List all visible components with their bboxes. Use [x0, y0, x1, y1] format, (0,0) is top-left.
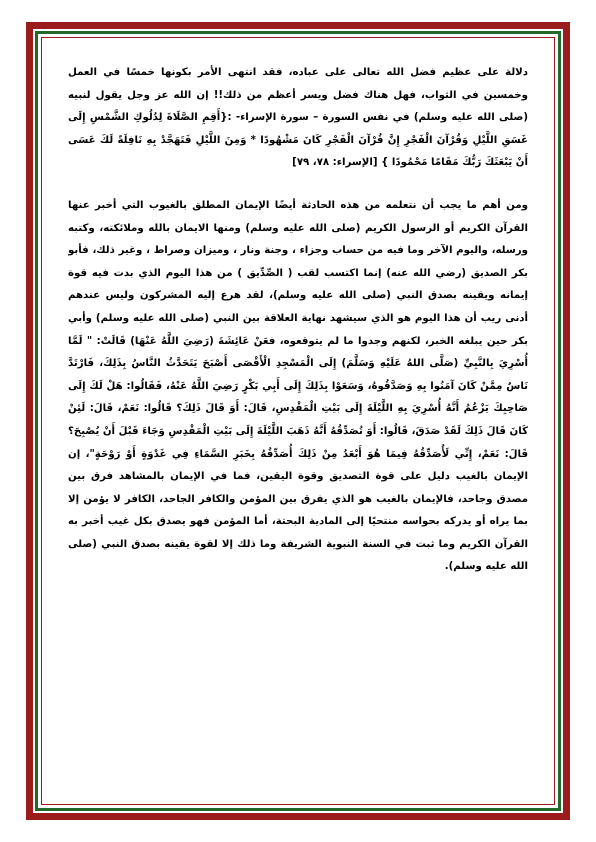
- paragraph-1: دلالة على عظيم فضل الله تعالى على عباده، فقد انتهى الأمر بكونها خمسًا في العمل وخمسين في الثواب، فهل هناك فضل ويسر أعظم من ذلك!! إن الله عز وجل يقول لنبيه (صلى الله عليه وسلم) في نفس السورة – سورة الإسراء- :{أَقِمِ الصَّلَاةَ لِدُلُوكِ الشَّمْسِ إِلَى غَسَقِ اللَّيْلِ وَقُرْآنَ الْفَجْرِ إِنَّ قُرْآنَ الْفَجْرِ كَانَ مَشْهُودًا * وَمِنَ اللَّيْلِ فَتَهَجَّدْ بِهِ نَافِلَةً لَكَ عَسَى أَنْ يَبْعَثَكَ رَبُّكَ مَقَامًا مَحْمُودًا } [الإسراء: ٧٨، ٧٩]: [68, 67, 528, 169]
- paragraph-2: ومن أهم ما يجب أن نتعلمه من هذه الحادثة أيضًا الإيمان المطلق بالغيوب التي أخبر عنها القرآن الكريم أو الرسول الكريم (صلى الله عليه وسلم) ومنها الايمان بالله وملائكته، وكتبه ورسله، واليوم الآخر وما فيه من حساب وجزاء ، وجنة ونار ، وميزان وصراط ، وغير ذلك، فأبو بكر الصديق (رضي الله عنه) إنما اكتسب لقب ( الصِّدِّيق ) من هذا اليوم الذي بدت فيه قوة إيمانه ويقينه بصدق النبي (صلى الله عليه وسلم)، لقد هرع إليه المشركون وليس عندهم أدنى ريب أن هذا اليوم هو الذي سيشهد نهاية العلاقة بين النبي (صلى الله عليه وسلم) وأبي بكر حين يبلغه الخبر، لكنهم وجدوا ما لم يتوقعوه، فعَنْ عَائِشَةَ (رَضِيَ اللَّهُ عَنْهَا) قَالَتْ: " لَمَّا أُسْرِيَ بِالنَّبِيِّ (صَلَّى اللهُ عَلَيْهِ وَسَلَّمَ) إِلَى الْمَسْجِدِ الْأَقْصَى أَصْبَحَ يَتَحَدَّثُ النَّاسُ بِذَلِكَ، فَارْتَدَّ نَاسٌ مِمَّنْ كَانَ آمَنُوا بِهِ وَصَدَّقُوهُ، وَسَعَوْا بِذَلِكَ إِلَى أَبِي بَكْرٍ رَضِيَ اللَّهُ عَنْهُ، فَقَالُوا: هَلْ لَكَ إِلَى صَاحِبِكَ يَزْعُمُ أَنَّهُ أُسْرِيَ بِهِ اللَّيْلَةَ إِلَى بَيْتِ الْمَقْدِسِ، قَالَ: أَوَ قَالَ ذَلِكَ؟ قَالُوا: نَعَمْ، قَالَ: لَئِنْ كَانَ قَالَ ذَلِكَ لَقَدْ صَدَقَ، قَالُوا: أَوَ تُصَدِّقُهُ أَنَّهُ ذَهَبَ اللَّيْلَةَ إِلَى بَيْتِ الْمَقْدِسِ وَجَاءَ قَبْلَ أَنْ يُصْبِحَ؟ قَالَ: نَعَمْ، إِنِّي لَأُصَدِّقُهُ فِيمَا هُوَ أَبْعَدُ مِنْ ذَلِكَ أُصَدِّقُهُ بِخَبَرِ السَّمَاءِ فِي غَدْوَةٍ أَوْ رَوْحَةٍ"، إن الإيمان بالغيب دليل على قوة التصديق وقوة اليقين، فما في الإيمان بالمشاهد فرق بين مصدق وجاحد، فالإيمان بالغيب هو الذي يفرق بين المؤمن والكافر الجاحد، الكافر لا يؤمن إلا بما يراه أو يدركه بحواسه منتحيًا إلى المادية البحتة، أما المؤمن فهو يصدق بكل غيب أخبر به القرآن الكريم وما ثبت في السنة النبوية الشريفة وما ذلك إلا لقوة يقينه بصدق النبي (صلى الله عليه وسلم).: [68, 199, 528, 573]
- document-body: [68, 62, 528, 762]
